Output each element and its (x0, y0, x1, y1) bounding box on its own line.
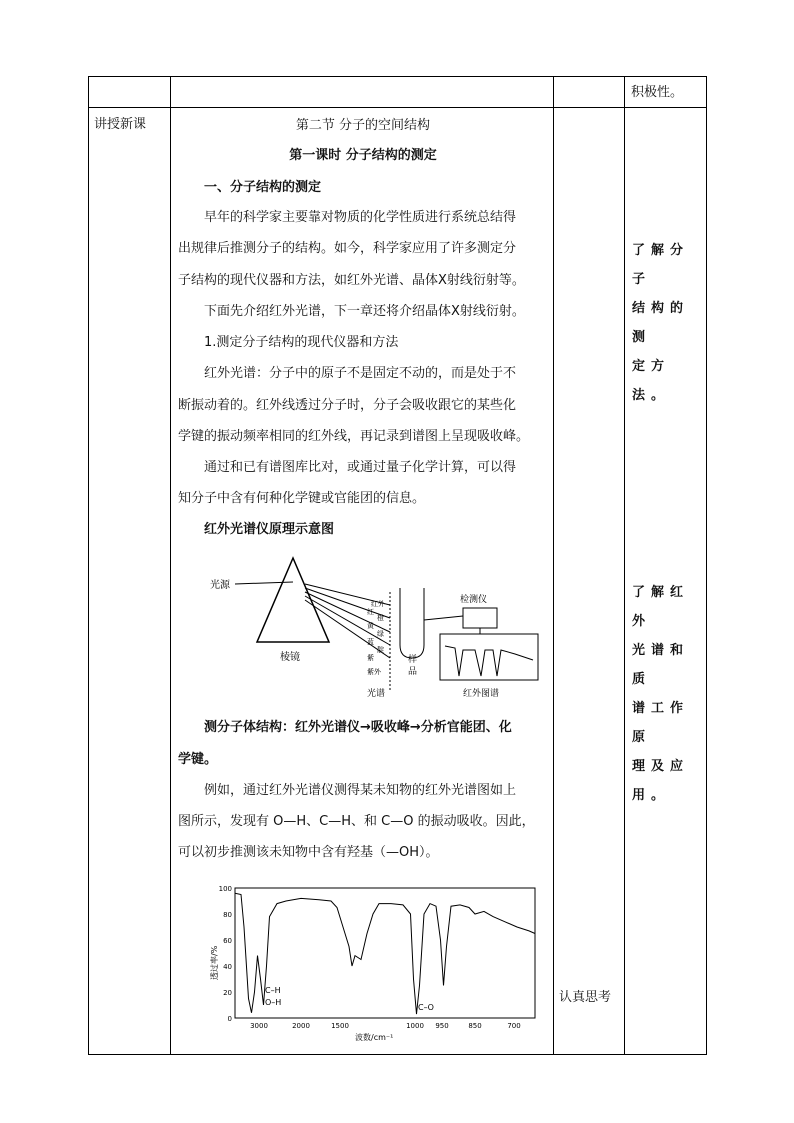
note2-line-4: 理及应用。 (632, 759, 690, 803)
annotation-co: C–O (418, 1003, 434, 1012)
para-1-line-3: 子结构的现代仪器和方法，如红外光谱、晶体X射线衍射等。 (178, 273, 525, 288)
para-3-line-2: 断振动着的。红外线透过分子时，分子会吸收跟它的某些化 (178, 398, 517, 413)
stage-label: 讲授新课 (94, 117, 147, 132)
para-4-line-2: 知分子中含有何种化学键或官能团的信息。 (178, 491, 426, 506)
y-tick-label: 0 (227, 1015, 232, 1023)
transmittance-line (235, 893, 535, 1014)
band-orange: 橙 (377, 614, 384, 622)
example-line-1: 例如，通过红外光谱仪测得某未知物的红外光谱图如上 (204, 783, 517, 798)
sample-label: 样 (408, 655, 418, 665)
note1-line-3: 定方法。 (632, 359, 671, 403)
light-source-label: 光源 (210, 580, 230, 591)
col-divider-1 (170, 76, 171, 1055)
para-1-line-1: 早年的科学家主要靠对物质的化学性质进行系统总结得 (204, 210, 517, 225)
detector-label: 检测仪 (460, 595, 488, 605)
note1-line-1: 了解分子 (632, 243, 690, 287)
spectrum-label: 光谱 (367, 689, 386, 699)
summary-line-2: 学键。 (178, 752, 218, 767)
para-4-line-1: 通过和已有谱图库比对，或通过量子化学计算，可以得 (204, 460, 517, 475)
table-top-border (88, 76, 707, 77)
x-tick-label: 2000 (292, 1022, 310, 1030)
band-uv: 紫外 (367, 668, 381, 676)
x-tick-label: 700 (507, 1022, 521, 1030)
y-axis-label: 透过率/% (210, 945, 219, 980)
col-divider-2 (553, 76, 554, 1055)
col-divider-4 (706, 76, 707, 1055)
x-tick-label: 1000 (406, 1022, 424, 1030)
y-tick-label: 40 (223, 963, 232, 971)
example-line-3: 可以初步推测该未知物中含有羟基（—OH）。 (178, 845, 439, 860)
lesson-title: 第一课时 分子结构的测定 (289, 148, 437, 163)
heading-1: 一、分子结构的测定 (204, 180, 322, 195)
objective-note-2 (632, 578, 704, 810)
para-3-line-3: 学键的振动频率相同的红外线，再记录到谱图上呈现吸收峰。 (178, 429, 530, 444)
note1-line-2: 结构的测 (632, 301, 690, 345)
objective-note-1 (632, 236, 704, 410)
band-green: 绿 (377, 630, 384, 638)
ir-spectrum-chart (205, 880, 545, 1045)
table-bottom-border (88, 1054, 707, 1055)
note2-line-2: 光谱和质 (632, 643, 690, 687)
student-activity: 认真思考 (559, 990, 612, 1005)
prism (257, 558, 329, 642)
col-divider-0 (88, 76, 89, 1055)
item-1: 1.测定分子结构的现代仪器和方法 (204, 335, 399, 350)
note2-line-3: 谱工作原 (632, 701, 690, 745)
band-violet: 紫 (367, 654, 374, 662)
ir-spectrometer-diagram (205, 550, 550, 710)
y-tick-label: 100 (218, 885, 232, 893)
row-divider (88, 107, 707, 108)
x-tick-label: 1500 (331, 1022, 349, 1030)
para-2: 下面先介绍红外光谱，下一章还将介绍晶体X射线衍射。 (204, 304, 525, 319)
y-tick-label: 20 (223, 989, 232, 997)
band-yellow: 黄 (367, 622, 374, 630)
band-blue: 蓝 (367, 638, 374, 646)
sample-tube (400, 588, 424, 658)
y-tick-label: 60 (223, 937, 232, 945)
band-red: 红 (367, 608, 374, 616)
para-1-line-2: 出规律后推测分子的结构。如今，科学家应用了许多测定分 (178, 241, 517, 256)
band-ir: 红外 (371, 600, 385, 608)
prism-label: 棱镜 (280, 652, 300, 663)
x-tick-label: 950 (435, 1022, 449, 1030)
sample-label-2: 品 (408, 667, 418, 677)
ir-graph-label: 红外图谱 (463, 689, 500, 699)
annotation-ch: C–H (265, 986, 281, 995)
detector-box (463, 608, 497, 628)
note2-line-1: 了解红外 (632, 585, 690, 629)
annotation-oh: O–H (265, 998, 282, 1007)
diagram-caption: 红外光谱仪原理示意图 (204, 522, 335, 537)
y-tick-label: 80 (223, 911, 232, 919)
x-axis-label: 波数/cm⁻¹ (355, 1033, 394, 1042)
para-3-line-1: 红外光谱：分子中的原子不是固定不动的，而是处于不 (204, 366, 517, 381)
x-tick-label: 850 (468, 1022, 482, 1030)
row1-note: 积极性。 (631, 85, 684, 100)
summary-line-1: 测分子体结构：红外光谱仪→吸收峰→分析官能团、化 (204, 720, 512, 735)
x-tick-label: 3000 (250, 1022, 268, 1030)
section-title: 第二节 分子的空间结构 (295, 118, 431, 133)
band-indigo: 靛 (377, 646, 384, 654)
example-line-2: 图所示，发现有 O—H、C—H、和 C—O 的振动吸收。因此， (178, 814, 535, 829)
col-divider-3 (624, 76, 625, 1055)
